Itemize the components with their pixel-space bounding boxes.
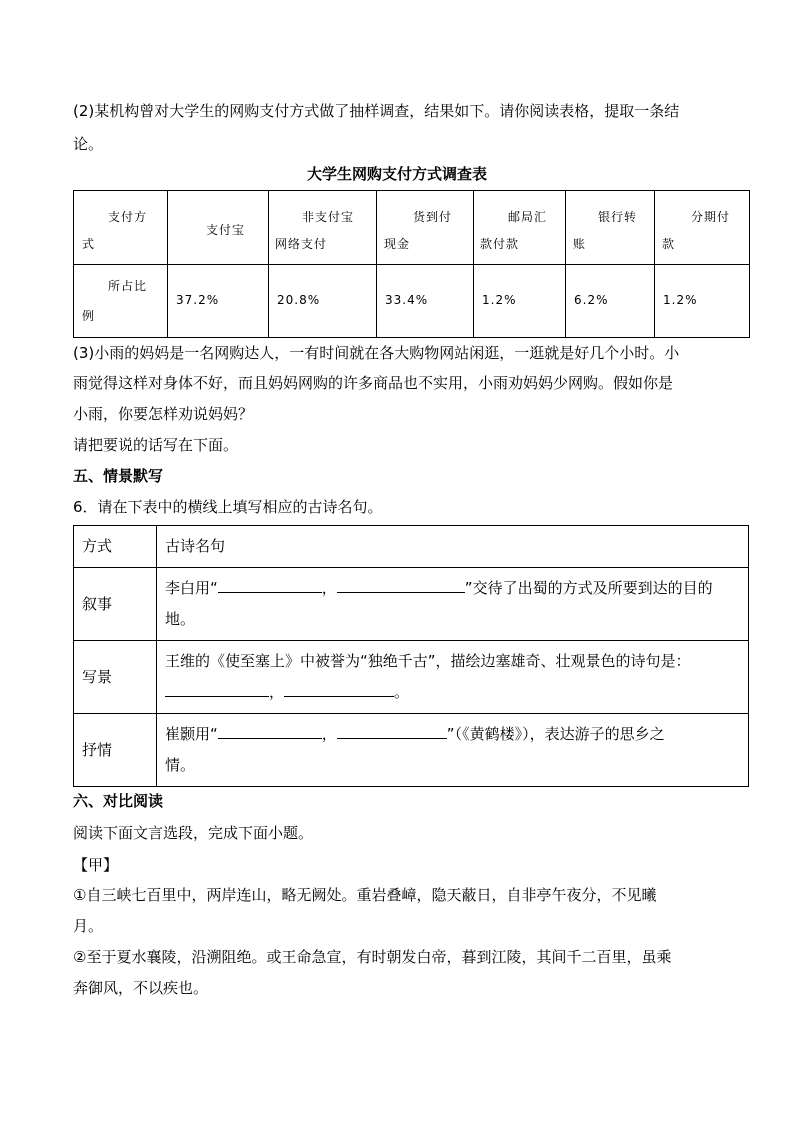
survey-value: 1.2% [663,293,698,307]
poem-text: 地。 [165,610,196,628]
poem-text: ， [269,683,285,701]
survey-value-cell [269,265,377,338]
survey-value-cell [474,265,566,338]
poem-head-col2: 古诗名句 [157,526,749,568]
survey-header-label-b: 式 [82,237,96,251]
poem-row-content [157,714,749,787]
poem-text: 。 [394,683,410,701]
survey-header-cell [566,191,655,265]
survey-row-label-b: 例 [82,309,96,323]
poem-table [73,525,749,787]
survey-header-label-a: 支付方 [108,210,148,224]
survey-header-a: 邮局汇 [508,210,548,224]
q3-line4: 请把要说的话写在下面。 [73,436,239,454]
section5-heading: 五、情景默写 [73,467,164,485]
poem-row-scenery [74,641,749,714]
fill-blank[interactable] [337,574,465,593]
survey-table [73,190,750,338]
survey-value-cell [168,265,269,338]
poem-row-emotion [74,714,749,787]
survey-header-a: 银行转 [598,210,638,224]
survey-header-a: 支付宝 [206,223,246,237]
passage-p1-line2: 月。 [73,917,104,935]
fill-blank[interactable] [218,574,322,593]
survey-header-a: 货到付 [413,210,453,224]
survey-header-a: 非支付宝 [302,210,355,224]
survey-header-row [74,191,750,265]
survey-header-b: 账 [573,237,587,251]
q2-line2: 论。 [73,135,104,153]
q6-prompt: 6．请在下表中的横线上填写相应的古诗名句。 [73,498,383,516]
survey-header-cell [474,191,566,265]
survey-row-label-cell [74,265,168,338]
survey-header-cell [377,191,474,265]
poem-text: ， [321,579,337,597]
survey-value: 6.2% [574,293,609,307]
passage-jia-label: 【甲】 [73,856,119,874]
survey-header-b: 网络支付 [275,237,328,251]
survey-header-cell [269,191,377,265]
poem-text: 王维的《使至塞上》中被誉为“独绝千古”，描绘边塞雄奇、壮观景色的诗句是： [165,652,691,670]
fill-blank[interactable] [337,720,447,739]
survey-table-title: 大学生网购支付方式调查表 [306,165,487,183]
poem-row-content [157,568,749,641]
poem-row-content [157,641,749,714]
survey-header-label-cell [74,191,168,265]
q3-line1: (3)小雨的妈妈是一名网购达人，一有时间就在各大购物网站闲逛，一逛就是好几个小时。小 [73,344,680,362]
poem-row-label: 抒情 [74,714,157,787]
poem-head-col1: 方式 [74,526,157,568]
survey-value-cell [655,265,750,338]
survey-value: 33.4% [385,293,429,307]
q3-line2: 雨觉得这样对身体不好，而且妈妈网购的许多商品也不实用，小雨劝妈妈少网购。假如你是 [73,374,674,392]
survey-value: 1.2% [482,293,517,307]
poem-row-label: 写景 [74,641,157,714]
poem-text: ， [321,725,337,743]
poem-text: 情。 [165,756,196,774]
poem-row-narrative [74,568,749,641]
fill-blank[interactable] [165,678,269,697]
survey-value: 20.8% [277,293,321,307]
survey-header-b: 款付款 [480,237,520,251]
passage-p1-line1: ①自三峡七百里中，两岸连山，略无阙处。重岩叠嶂，隐天蔽日，自非亭午夜分，不见曦 [73,886,657,904]
survey-header-b: 款 [662,237,676,251]
survey-header-cell [168,191,269,265]
survey-header-cell [655,191,750,265]
poem-text: ”交待了出蜀的方式及所要到达的目的 [464,579,713,597]
poem-text: ”（《黄鹤楼》），表达游子的思乡之 [446,725,665,743]
survey-header-b: 现金 [384,237,411,251]
q2-line1: (2)某机构曾对大学生的网购支付方式做了抽样调查，结果如下。请你阅读表格，提取一条结 [73,102,680,120]
passage-p2-line2: 奔御风，不以疾也。 [73,979,209,997]
survey-row-label-a: 所占比 [108,279,148,293]
poem-row-label: 叙事 [74,568,157,641]
fill-blank[interactable] [284,678,394,697]
q3-line3: 小雨，你要怎样劝说妈妈？ [73,405,254,423]
survey-value-row [74,265,750,338]
poem-text: 崔颢用“ [165,725,218,743]
poem-header-row [74,526,749,568]
section6-heading: 六、对比阅读 [73,792,164,810]
survey-value-cell [566,265,655,338]
poem-text: 李白用“ [165,579,218,597]
fill-blank[interactable] [218,720,322,739]
section6-intro: 阅读下面文言选段，完成下面小题。 [73,824,314,842]
passage-p2-line1: ②至于夏水襄陵，沿溯阻绝。或王命急宣，有时朝发白帝，暮到江陵，其间千二百里，虽乘 [73,948,672,966]
survey-header-a: 分期付 [691,210,731,224]
survey-value-cell [377,265,474,338]
survey-value: 37.2% [176,293,220,307]
